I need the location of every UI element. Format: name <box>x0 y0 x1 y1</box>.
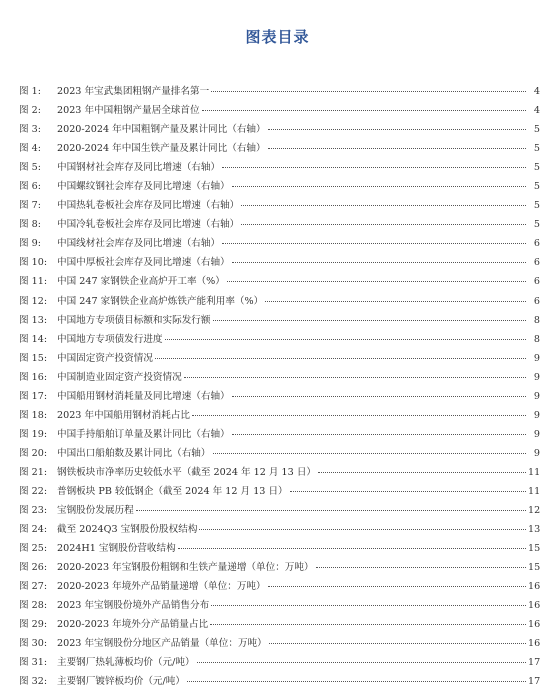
figure-number: 图 18: <box>19 409 48 421</box>
toc-entry[interactable] <box>19 330 540 349</box>
dot-leader <box>211 90 526 92</box>
figure-number: 图 25: <box>19 543 48 555</box>
page-number: 11 <box>528 466 541 478</box>
figure-number: 图 12: <box>19 295 48 307</box>
toc-entry[interactable] <box>19 520 540 539</box>
page-number: 8 <box>533 333 540 345</box>
figure-number: 图 6: <box>19 181 41 193</box>
figure-number: 图 8: <box>19 219 41 231</box>
figure-number: 图 32: <box>19 676 48 688</box>
figure-number: 图 14: <box>19 333 48 345</box>
figure-number: 图 16: <box>19 371 48 383</box>
figure-number: 图 13: <box>19 314 48 326</box>
toc-entry[interactable] <box>19 368 540 387</box>
toc-entry[interactable] <box>19 349 540 368</box>
figure-number: 图 1: <box>19 86 41 97</box>
figure-number: 图 24: <box>19 524 48 536</box>
figure-number: 图 29: <box>19 619 48 631</box>
figure-title: 中国出口船舶数及累计同比（右轴） <box>57 447 211 459</box>
toc-entry[interactable] <box>19 615 540 634</box>
dot-leader <box>268 128 526 130</box>
dot-leader <box>241 204 526 206</box>
page-number: 16 <box>528 581 541 593</box>
page-number: 4 <box>533 86 540 97</box>
toc-entry[interactable] <box>19 577 540 596</box>
figure-title: 中国螺纹钢社会库存及同比增速（右轴） <box>57 181 230 193</box>
page-number: 5 <box>533 181 540 193</box>
figure-title: 截至 2024Q3 宝钢股份股权结构 <box>57 524 198 536</box>
dot-leader <box>213 319 527 321</box>
toc-entry[interactable] <box>19 463 540 482</box>
toc-entry[interactable] <box>19 634 540 653</box>
figure-number: 图 30: <box>19 638 48 650</box>
toc-entry[interactable] <box>19 234 540 253</box>
toc-entry[interactable] <box>19 387 540 406</box>
figure-list <box>19 82 540 692</box>
toc-entry[interactable] <box>19 292 540 311</box>
figure-title: 中国 247 家钢铁企业高炉炼铁产能利用率（%） <box>57 295 264 307</box>
figure-title: 2023 年宝武集团粗钢产量排名第一 <box>57 86 210 97</box>
figure-title: 宝钢股份发展历程 <box>57 505 134 517</box>
figure-title: 普钢板块 PB 较低钢企（截至 2024 年 12 月 13 日） <box>57 485 288 497</box>
page-number: 13 <box>528 524 541 536</box>
figure-title: 中国中厚板社会库存及同比增速（右轴） <box>57 257 230 269</box>
figure-number: 图 9: <box>19 238 41 250</box>
figure-number: 图 19: <box>19 428 48 440</box>
page-number: 6 <box>533 257 540 269</box>
dot-leader <box>165 338 526 340</box>
dot-leader <box>222 166 526 168</box>
figure-title: 2020-2023 年宝钢股份粗钢和生铁产量递增（单位：万吨） <box>57 562 314 574</box>
figure-title: 中国制造业固定资产投资情况 <box>57 371 182 383</box>
figure-number: 图 20: <box>19 447 48 459</box>
toc-entry[interactable] <box>19 311 540 330</box>
toc-entry[interactable] <box>19 596 540 615</box>
dot-leader <box>232 433 526 435</box>
dot-leader <box>192 414 526 416</box>
figure-title: 中国钢材社会库存及同比增速（右轴） <box>57 162 221 174</box>
figure-title: 2020-2023 年境外分产品销量占比 <box>57 619 209 631</box>
figure-number: 图 2: <box>19 105 41 117</box>
page-number: 16 <box>528 600 541 612</box>
page-number: 16 <box>528 638 541 650</box>
figure-number: 图 26: <box>19 562 48 574</box>
figure-title: 中国固定资产投资情况 <box>57 352 153 364</box>
figure-number: 图 31: <box>19 657 48 669</box>
figure-number: 图 17: <box>19 390 48 402</box>
page-number: 6 <box>533 238 540 250</box>
figure-title: 中国热轧卷板社会库存及同比增速（右轴） <box>57 200 240 212</box>
toc-entry[interactable] <box>19 482 540 501</box>
figure-title: 2023 年中国粗钢产量居全球首位 <box>57 105 200 117</box>
page-number: 5 <box>533 143 540 155</box>
page-number: 6 <box>533 295 540 307</box>
toc-entry[interactable] <box>19 196 540 215</box>
dot-leader <box>318 471 526 473</box>
figure-title: 钢铁板块市净率历史较低水平（截至 2024 年 12 月 13 日） <box>57 466 317 478</box>
toc-entry[interactable] <box>19 253 540 272</box>
dot-leader <box>213 452 527 454</box>
page-number: 8 <box>533 314 540 326</box>
dot-leader <box>232 185 526 187</box>
figure-title: 中国地方专项债目标额和实际发行额 <box>57 314 211 326</box>
dot-leader <box>178 547 526 549</box>
toc-entry[interactable] <box>19 272 540 291</box>
page-number: 9 <box>533 447 540 459</box>
dot-leader <box>197 661 526 663</box>
toc-entry[interactable] <box>19 177 540 196</box>
figure-title: 2020-2023 年境外产品销量递增（单位：万吨） <box>57 581 266 593</box>
page-number: 11 <box>528 485 541 497</box>
toc-entry[interactable] <box>19 539 540 558</box>
figure-title: 中国船用钢材消耗量及同比增速（右轴） <box>57 390 230 402</box>
dot-leader <box>290 490 526 492</box>
figure-number: 图 15: <box>19 352 48 364</box>
page-number: 5 <box>533 162 540 174</box>
figure-title: 中国线材社会库存及同比增速（右轴） <box>57 238 221 250</box>
toc-entry[interactable] <box>19 158 540 177</box>
page-title: 图表目录 <box>245 28 310 46</box>
toc-entry[interactable] <box>19 653 540 672</box>
page-number: 6 <box>533 276 540 288</box>
toc-entry[interactable] <box>19 139 540 158</box>
figure-title: 2023 年宝钢股份分地区产品销量（单位：万吨） <box>57 638 267 650</box>
dot-leader <box>202 109 526 111</box>
dot-leader <box>268 147 526 149</box>
page-number: 9 <box>533 428 540 440</box>
figure-title: 中国地方专项债发行进度 <box>57 333 163 345</box>
dot-leader <box>265 300 526 302</box>
page-number: 5 <box>533 124 540 136</box>
toc-entry[interactable] <box>19 101 540 120</box>
figure-title: 2023 年中国船用钢材消耗占比 <box>57 409 190 421</box>
figure-number: 图 21: <box>19 466 48 478</box>
figure-title: 中国 247 家钢铁企业高炉开工率（%） <box>57 276 225 288</box>
toc-entry[interactable] <box>19 406 540 425</box>
dot-leader <box>211 604 526 606</box>
page-number: 12 <box>528 505 541 517</box>
toc-entry[interactable] <box>19 501 540 520</box>
dot-leader <box>268 585 526 587</box>
page-number: 9 <box>533 352 540 364</box>
figure-title: 2020-2024 年中国生铁产量及累计同比（右轴） <box>57 143 266 155</box>
dot-leader <box>241 223 526 225</box>
dot-leader <box>210 623 526 625</box>
page-number: 15 <box>528 562 541 574</box>
figure-number: 图 23: <box>19 505 48 517</box>
toc-entry[interactable] <box>19 82 540 101</box>
toc-entry[interactable] <box>19 558 540 577</box>
page-number: 9 <box>533 371 540 383</box>
figure-title: 2020-2024 年中国粗钢产量及累计同比（右轴） <box>57 124 266 136</box>
figure-number: 图 4: <box>19 143 41 155</box>
figure-number: 图 27: <box>19 581 48 593</box>
dot-leader <box>316 566 526 568</box>
dot-leader <box>187 680 526 682</box>
toc-entry[interactable] <box>19 425 540 444</box>
figure-title: 主要钢厂镀锌板均价（元/吨） <box>57 676 185 688</box>
figure-title: 2024H1 宝钢股份营收结构 <box>57 543 176 555</box>
dot-leader <box>227 280 526 282</box>
figure-title: 主要钢厂热轧薄板均价（元/吨） <box>57 657 195 669</box>
figure-title: 中国冷轧卷板社会库存及同比增速（右轴） <box>57 219 240 231</box>
dot-leader <box>222 242 526 244</box>
figure-title: 中国手持船舶订单量及累计同比（右轴） <box>57 428 230 440</box>
dot-leader <box>269 642 526 644</box>
figure-number: 图 10: <box>19 257 48 269</box>
page-number: 15 <box>528 543 541 555</box>
figure-number: 图 7: <box>19 200 41 212</box>
figure-number: 图 3: <box>19 124 41 136</box>
page-number: 9 <box>533 409 540 421</box>
figure-number: 图 11: <box>19 276 48 288</box>
toc-entry[interactable] <box>19 444 540 463</box>
page-number: 5 <box>533 200 540 212</box>
page-number: 16 <box>528 619 541 631</box>
page-number: 4 <box>533 105 540 117</box>
dot-leader <box>136 509 526 511</box>
toc-entry[interactable] <box>19 215 540 234</box>
dot-leader <box>232 261 526 263</box>
page-number: 5 <box>533 219 540 231</box>
dot-leader <box>184 376 526 378</box>
figure-number: 图 22: <box>19 485 48 497</box>
dot-leader <box>155 357 526 359</box>
dot-leader <box>199 528 526 530</box>
page-number: 17 <box>528 676 541 688</box>
toc-entry[interactable] <box>19 672 540 691</box>
toc-entry[interactable] <box>19 120 540 139</box>
page-number: 9 <box>533 390 540 402</box>
figure-title: 2023 年宝钢股份境外产品销售分布 <box>57 600 210 612</box>
dot-leader <box>232 395 526 397</box>
figure-number: 图 28: <box>19 600 48 612</box>
page-number: 17 <box>528 657 541 669</box>
figure-number: 图 5: <box>19 162 41 174</box>
